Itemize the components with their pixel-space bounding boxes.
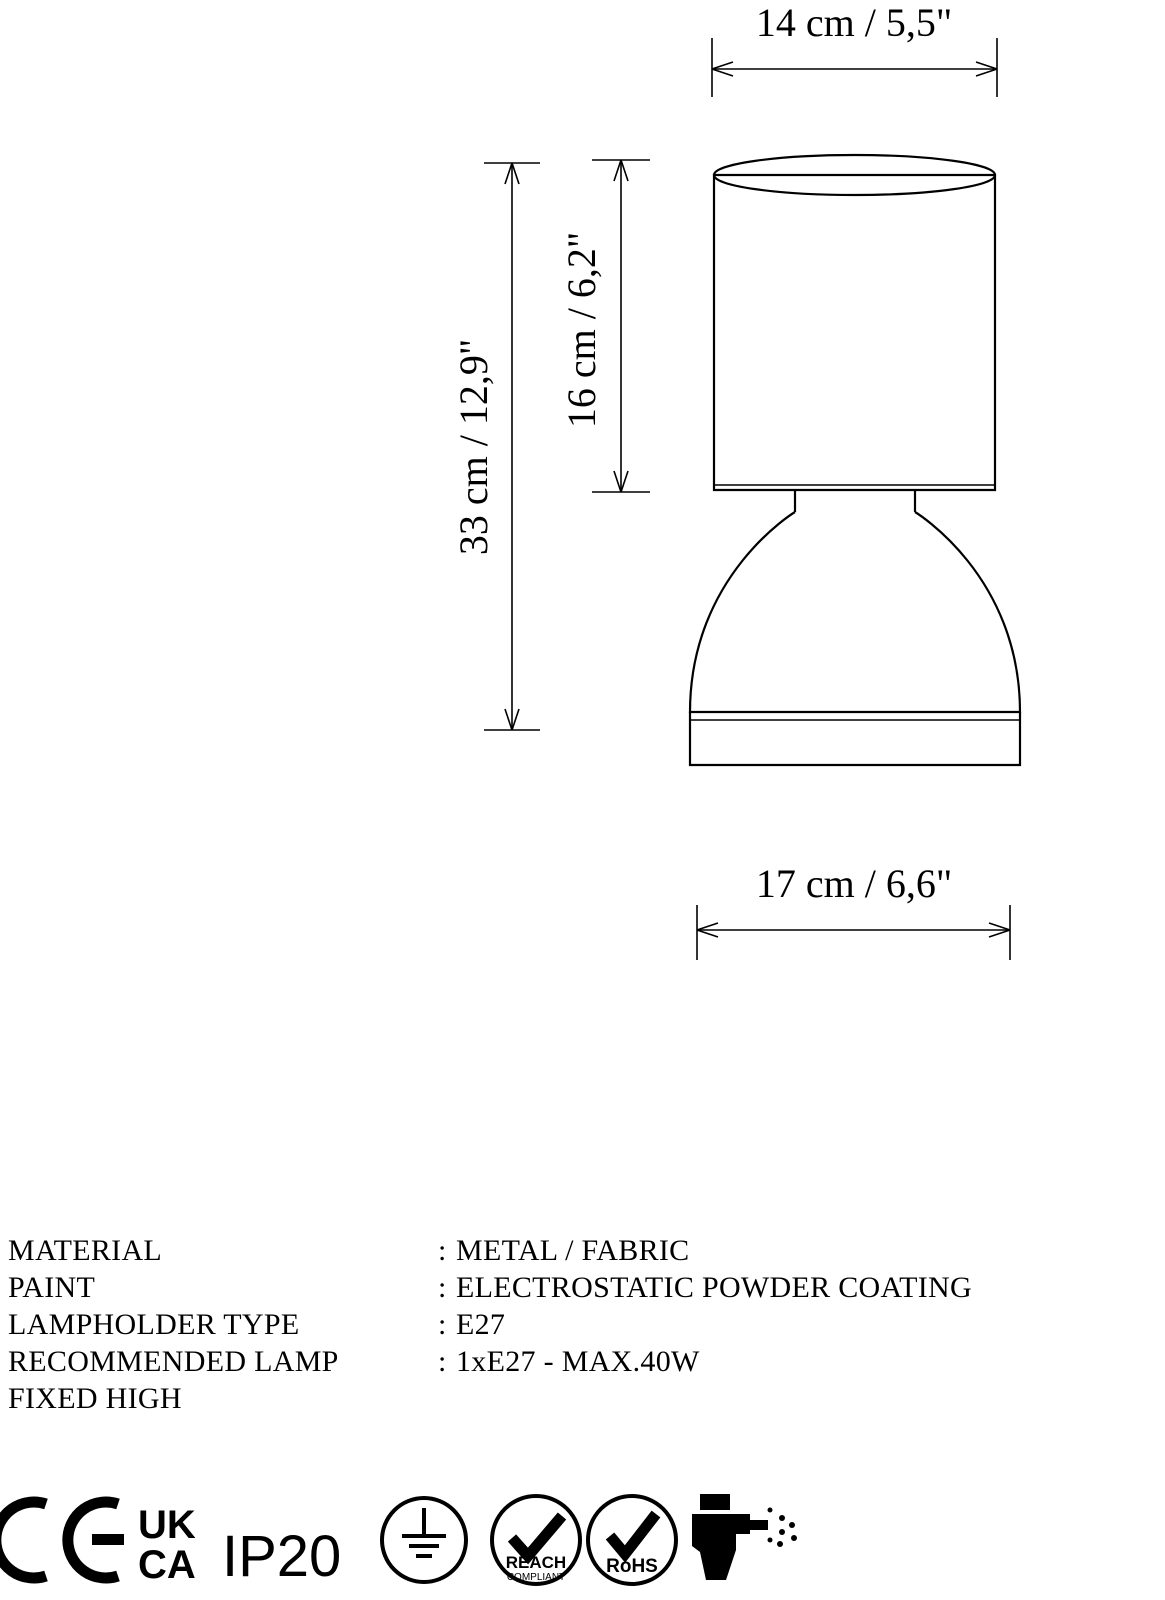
spec-colon: : (438, 1234, 447, 1267)
reach-label: REACH (505, 1553, 567, 1572)
ukca-line1: UK (138, 1503, 196, 1547)
reach-sublabel: COMPLIANT (506, 1572, 566, 1583)
spec-value-material: METAL / FABRIC (456, 1234, 690, 1267)
table-row (8, 1232, 1158, 1269)
spec-label-paint: PAINT (8, 1271, 96, 1304)
rohs-icon (588, 1496, 676, 1584)
spec-value-recommended-lamp: 1xE27 - MAX.40W (456, 1345, 700, 1378)
ukca-mark-icon (138, 1503, 196, 1587)
spec-label-lampholder-type: LAMPHOLDER TYPE (8, 1308, 300, 1341)
spec-note-fixed-high: FIXED HIGH (8, 1382, 182, 1415)
table-row (8, 1269, 1158, 1306)
spec-label-recommended-lamp: RECOMMENDED LAMP (8, 1345, 339, 1378)
dimension-label-total-height: 33 cm / 12,9" (451, 338, 496, 556)
table-row (8, 1306, 1158, 1343)
ukca-line2: CA (138, 1543, 196, 1587)
table-row (8, 1343, 1158, 1380)
rohs-label: RoHS (606, 1556, 658, 1577)
reach-compliant-icon (492, 1496, 580, 1584)
ip-rating-label: IP20 (222, 1524, 342, 1589)
spec-colon: : (438, 1308, 447, 1341)
spec-label-material: MATERIAL (8, 1234, 163, 1267)
spec-colon: : (438, 1271, 447, 1304)
spec-value-lampholder-type: E27 (456, 1308, 506, 1341)
specification-table (8, 1232, 1158, 1417)
dimension-label-base-width: 17 cm / 6,6" (755, 861, 953, 906)
ce-mark-icon (0, 1496, 124, 1584)
spec-value-paint: ELECTROSTATIC POWDER COATING (456, 1271, 972, 1304)
dimension-label-shade-height: 16 cm / 6,2" (559, 231, 604, 429)
dimension-label-shade-width: 14 cm / 5,5" (755, 0, 953, 45)
earth-ground-icon (382, 1498, 466, 1582)
certification-badge-row (0, 1480, 1165, 1600)
spec-colon: : (438, 1345, 447, 1378)
spray-gun-icon (692, 1494, 797, 1580)
